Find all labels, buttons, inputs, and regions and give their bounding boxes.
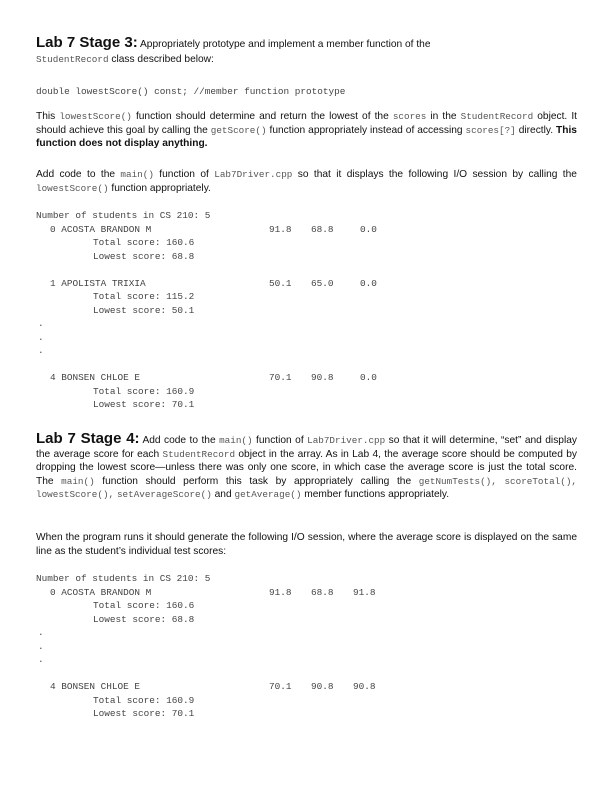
io-student-row bbox=[36, 587, 577, 601]
code-filename: Lab7Driver.cpp bbox=[307, 435, 386, 446]
stage3-paragraph-1 bbox=[36, 110, 577, 151]
score-2: 68.8 bbox=[311, 223, 334, 235]
stage4-title: Lab 7 Stage 4: bbox=[36, 430, 140, 447]
io-total-row bbox=[36, 695, 577, 709]
score-3: 0.0 bbox=[360, 277, 377, 289]
io-total-row bbox=[36, 291, 577, 305]
student-name: 1 APOLISTA TRIXIA bbox=[50, 277, 146, 289]
student-name: 4 BONSEN CHLOE E bbox=[50, 681, 141, 692]
student-name: 4 BONSEN CHLOE E bbox=[50, 372, 141, 383]
lowest-score: Lowest score: 50.1 bbox=[93, 304, 195, 316]
ellipsis-dot: . bbox=[38, 627, 44, 638]
ellipsis-dot: . bbox=[38, 654, 44, 665]
total-score: Total score: 160.9 bbox=[93, 694, 195, 706]
stage3-paragraph-2 bbox=[36, 168, 577, 195]
io-total-row bbox=[36, 600, 577, 614]
code-filename: Lab7Driver.cpp bbox=[214, 169, 293, 180]
student-name: 0 ACOSTA BRANDON M bbox=[50, 586, 152, 598]
score-2: 90.8 bbox=[311, 681, 334, 692]
io-lowest-row bbox=[36, 251, 577, 265]
io-header bbox=[36, 573, 577, 587]
io-header-text: Number of students in CS 210: 5 bbox=[36, 573, 211, 584]
score-1: 70.1 bbox=[269, 372, 292, 383]
ellipsis-dot: . bbox=[38, 318, 44, 329]
lowest-score: Lowest score: 70.1 bbox=[93, 399, 195, 410]
text: This bbox=[36, 111, 56, 122]
total-score: Total score: 115.2 bbox=[93, 291, 195, 302]
lowest-score: Lowest score: 70.1 bbox=[93, 708, 195, 719]
text: function should perform this task by appropriately calling the bbox=[102, 475, 412, 487]
code-main: main() bbox=[120, 169, 154, 180]
stage3-title: Lab 7 Stage 3: bbox=[36, 34, 138, 51]
text: Add code to the bbox=[142, 435, 216, 446]
bold-note: This function does not display anything. bbox=[36, 124, 577, 150]
stage4-paragraph-2: When the program runs it should generate the following I/O session, where the average score is displayed on the same line as the student’s individual test scores: bbox=[36, 532, 577, 557]
io-lowest-row bbox=[36, 614, 577, 628]
io-lowest-row bbox=[36, 399, 577, 413]
stage4-paragraph-1 bbox=[36, 432, 577, 502]
score-1: 70.1 bbox=[269, 681, 292, 692]
code-scoretotal: scoreTotal(), bbox=[504, 475, 577, 487]
score-2: 68.8 bbox=[311, 586, 334, 598]
total-score: Total score: 160.6 bbox=[93, 600, 195, 611]
total-score: Total score: 160.9 bbox=[93, 385, 195, 397]
text: so that it displays the following I/O session by calling the bbox=[297, 169, 577, 180]
io-lowest-row bbox=[36, 305, 577, 319]
text: member functions appropriately. bbox=[304, 489, 450, 501]
code-getaverage: getAverage() bbox=[234, 489, 302, 501]
stage4-io-session bbox=[36, 573, 577, 722]
code-getscore: getScore() bbox=[210, 124, 267, 136]
ellipsis-dot: . bbox=[38, 640, 44, 652]
code-scores: scores bbox=[392, 111, 427, 122]
text: in the bbox=[430, 111, 457, 122]
io-total-row bbox=[36, 386, 577, 400]
text: object. It should achieve this goal by calling the bbox=[36, 111, 577, 136]
text: object in the array. As in Lab 4, the average score should be computed by dropping the lowest score—unless there was only one score, in which case the average score is just the total score. The bbox=[36, 448, 577, 487]
stage3-heading bbox=[36, 36, 577, 51]
code-lowestscore: lowestScore() bbox=[59, 111, 132, 122]
code-studentrecord: StudentRecord bbox=[162, 448, 236, 460]
score-2: 65.0 bbox=[311, 277, 334, 289]
code-getnumtests: getNumTests(), bbox=[418, 475, 497, 487]
score-3: 0.0 bbox=[360, 223, 377, 235]
io-header bbox=[36, 210, 577, 224]
io-header-text: Number of students in CS 210: 5 bbox=[36, 210, 211, 221]
text: function of bbox=[256, 435, 304, 446]
io-student-row bbox=[36, 224, 577, 238]
text: Add code to the bbox=[36, 169, 116, 180]
ellipsis-dot: . bbox=[38, 345, 44, 356]
io-student-row bbox=[36, 372, 577, 386]
text: function appropriately. bbox=[111, 182, 211, 194]
code-main: main() bbox=[219, 435, 253, 446]
io-total-row bbox=[36, 237, 577, 251]
score-1: 50.1 bbox=[269, 277, 292, 289]
stage3-intro-a: Appropriately prototype and implement a member function of the bbox=[139, 39, 431, 50]
text: function of bbox=[159, 169, 209, 180]
io-lowest-row bbox=[36, 708, 577, 722]
code-setaveragescore: setAverageScore() bbox=[116, 489, 212, 501]
average-score: 90.8 bbox=[353, 681, 376, 692]
stage3-prototype: double lowestScore() const; //member function prototype bbox=[36, 86, 346, 97]
ellipsis-dot: . bbox=[38, 331, 44, 343]
io-student-row bbox=[36, 681, 577, 695]
lowest-score: Lowest score: 68.8 bbox=[93, 613, 195, 625]
text: so that it will determine, “set” and display the average score for each bbox=[36, 435, 577, 460]
score-3: 0.0 bbox=[360, 372, 377, 383]
score-1: 91.8 bbox=[269, 586, 292, 598]
stage3-intro-class: StudentRecord bbox=[36, 54, 109, 65]
student-name: 0 ACOSTA BRANDON M bbox=[50, 223, 152, 235]
io-student-row bbox=[36, 278, 577, 292]
average-score: 91.8 bbox=[353, 586, 376, 598]
score-2: 90.8 bbox=[311, 372, 334, 383]
code-lowestscore: lowestScore(), bbox=[36, 489, 115, 501]
stage3-intro-line2 bbox=[36, 53, 214, 67]
stage3-intro-b: class described below: bbox=[111, 54, 214, 65]
code-studentrecord: StudentRecord bbox=[460, 111, 534, 122]
stage3-io-session bbox=[36, 210, 577, 413]
text: function appropriately instead of accessing bbox=[269, 124, 463, 136]
text: and bbox=[214, 489, 232, 501]
score-1: 91.8 bbox=[269, 223, 292, 235]
text: directly. bbox=[518, 124, 554, 136]
code-main: main() bbox=[61, 475, 95, 487]
text: function should determine and return the lowest of the bbox=[135, 111, 389, 122]
code-lowestscore: lowestScore() bbox=[36, 182, 109, 194]
code-scores-access: scores[?] bbox=[465, 124, 516, 136]
lowest-score: Lowest score: 68.8 bbox=[93, 250, 195, 262]
total-score: Total score: 160.6 bbox=[93, 237, 195, 248]
